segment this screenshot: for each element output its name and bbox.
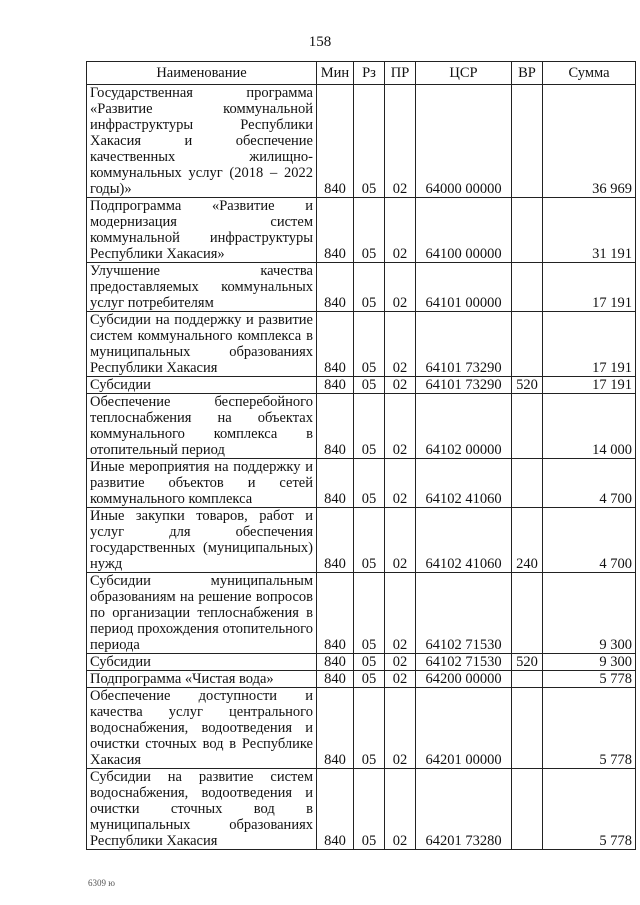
cell-min: 840 — [317, 508, 354, 573]
header-name: Наименование — [87, 62, 317, 85]
cell-name: Государственная программа «Развитие коммунальной инфраструктуры Республики Хакасия и обеспечение качественных жилищно-коммунальных услуг (2018 – 2022 годы)» — [87, 85, 317, 198]
cell-name: Подпрограмма «Чистая вода» — [87, 671, 317, 688]
cell-rz: 05 — [354, 85, 385, 198]
cell-csr: 64201 73280 — [416, 769, 512, 850]
cell-rz: 05 — [354, 671, 385, 688]
cell-name: Подпрограмма «Развитие и модернизация систем коммунальной инфраструктуры Республики Хакасия» — [87, 198, 317, 263]
cell-vr: 240 — [512, 508, 543, 573]
table-row — [87, 654, 636, 671]
cell-pr: 02 — [385, 198, 416, 263]
cell-name: Иные закупки товаров, работ и услуг для обеспечения государственных (муниципальных) нужд — [87, 508, 317, 573]
header-sum: Сумма — [543, 62, 636, 85]
cell-pr: 02 — [385, 671, 416, 688]
cell-csr: 64101 00000 — [416, 263, 512, 312]
cell-pr: 02 — [385, 263, 416, 312]
cell-csr: 64102 71530 — [416, 654, 512, 671]
cell-rz: 05 — [354, 508, 385, 573]
cell-csr: 64102 41060 — [416, 508, 512, 573]
table-row — [87, 263, 636, 312]
cell-sum: 31 191 — [543, 198, 636, 263]
cell-sum: 9 300 — [543, 654, 636, 671]
cell-rz: 05 — [354, 312, 385, 377]
cell-csr: 64200 00000 — [416, 671, 512, 688]
footer-code: 6309 ю — [88, 878, 115, 888]
cell-name: Субсидии на поддержку и развитие систем коммунального комплекса в муниципальных образованиях Республики Хакасия — [87, 312, 317, 377]
cell-vr: 520 — [512, 654, 543, 671]
header-csr: ЦСР — [416, 62, 512, 85]
cell-sum: 5 778 — [543, 671, 636, 688]
cell-min: 840 — [317, 312, 354, 377]
cell-vr: 520 — [512, 377, 543, 394]
cell-pr: 02 — [385, 573, 416, 654]
cell-name: Обеспечение бесперебойного теплоснабжения на объектах коммунального комплекса в отопительный период — [87, 394, 317, 459]
cell-min: 840 — [317, 688, 354, 769]
cell-rz: 05 — [354, 198, 385, 263]
cell-name: Субсидии муниципальным образованиям на решение вопросов по организации теплоснабжения в период прохождения отопительного периода — [87, 573, 317, 654]
cell-csr: 64102 71530 — [416, 573, 512, 654]
cell-sum: 5 778 — [543, 769, 636, 850]
cell-rz: 05 — [354, 263, 385, 312]
cell-vr — [512, 85, 543, 198]
cell-name: Субсидии на развитие систем водоснабжения, водоотведения и очистки сточных вод в муниципальных образованиях Республики Хакасия — [87, 769, 317, 850]
cell-pr: 02 — [385, 85, 416, 198]
cell-min: 840 — [317, 377, 354, 394]
cell-csr: 64102 00000 — [416, 394, 512, 459]
cell-min: 840 — [317, 198, 354, 263]
cell-csr: 64101 73290 — [416, 377, 512, 394]
cell-vr — [512, 312, 543, 377]
cell-vr — [512, 671, 543, 688]
cell-min: 840 — [317, 263, 354, 312]
cell-vr — [512, 688, 543, 769]
cell-sum: 36 969 — [543, 85, 636, 198]
cell-sum: 5 778 — [543, 688, 636, 769]
cell-vr — [512, 573, 543, 654]
cell-pr: 02 — [385, 312, 416, 377]
cell-min: 840 — [317, 654, 354, 671]
cell-rz: 05 — [354, 377, 385, 394]
header-pr: ПР — [385, 62, 416, 85]
cell-min: 840 — [317, 459, 354, 508]
cell-pr: 02 — [385, 688, 416, 769]
cell-sum: 4 700 — [543, 459, 636, 508]
cell-csr: 64100 00000 — [416, 198, 512, 263]
table-row — [87, 85, 636, 198]
cell-rz: 05 — [354, 688, 385, 769]
cell-min: 840 — [317, 769, 354, 850]
cell-csr: 64000 00000 — [416, 85, 512, 198]
cell-vr — [512, 459, 543, 508]
cell-pr: 02 — [385, 654, 416, 671]
cell-rz: 05 — [354, 394, 385, 459]
table-row — [87, 312, 636, 377]
table-row — [87, 671, 636, 688]
cell-min: 840 — [317, 573, 354, 654]
cell-vr — [512, 769, 543, 850]
cell-sum: 17 191 — [543, 263, 636, 312]
cell-sum: 4 700 — [543, 508, 636, 573]
cell-name: Субсидии — [87, 377, 317, 394]
cell-name: Обеспечение доступности и качества услуг центрального водоснабжения, водоотведения и очистки сточных вод в Республике Хакасия — [87, 688, 317, 769]
table-row — [87, 573, 636, 654]
table-row — [87, 688, 636, 769]
table-row — [87, 198, 636, 263]
cell-name: Улучшение качества предоставляемых коммунальных услуг потребителям — [87, 263, 317, 312]
cell-vr — [512, 394, 543, 459]
budget-table — [86, 61, 636, 850]
cell-vr — [512, 263, 543, 312]
cell-vr — [512, 198, 543, 263]
cell-pr: 02 — [385, 769, 416, 850]
table-header-row — [87, 62, 636, 85]
cell-min: 840 — [317, 394, 354, 459]
cell-pr: 02 — [385, 508, 416, 573]
header-rz: Рз — [354, 62, 385, 85]
cell-rz: 05 — [354, 459, 385, 508]
cell-sum: 9 300 — [543, 573, 636, 654]
table-row — [87, 508, 636, 573]
cell-sum: 17 191 — [543, 377, 636, 394]
cell-pr: 02 — [385, 394, 416, 459]
page-number: 158 — [308, 34, 332, 50]
cell-csr: 64101 73290 — [416, 312, 512, 377]
cell-min: 840 — [317, 85, 354, 198]
cell-csr: 64201 00000 — [416, 688, 512, 769]
cell-name: Субсидии — [87, 654, 317, 671]
cell-sum: 14 000 — [543, 394, 636, 459]
header-vr: ВР — [512, 62, 543, 85]
table-row — [87, 459, 636, 508]
cell-rz: 05 — [354, 573, 385, 654]
cell-csr: 64102 41060 — [416, 459, 512, 508]
cell-rz: 05 — [354, 654, 385, 671]
table-row — [87, 394, 636, 459]
cell-name: Иные мероприятия на поддержку и развитие объектов и сетей коммунального комплекса — [87, 459, 317, 508]
cell-pr: 02 — [385, 377, 416, 394]
cell-sum: 17 191 — [543, 312, 636, 377]
table-row — [87, 377, 636, 394]
cell-min: 840 — [317, 671, 354, 688]
cell-rz: 05 — [354, 769, 385, 850]
table-body — [87, 85, 636, 850]
cell-pr: 02 — [385, 459, 416, 508]
table-row — [87, 769, 636, 850]
header-min: Мин — [317, 62, 354, 85]
